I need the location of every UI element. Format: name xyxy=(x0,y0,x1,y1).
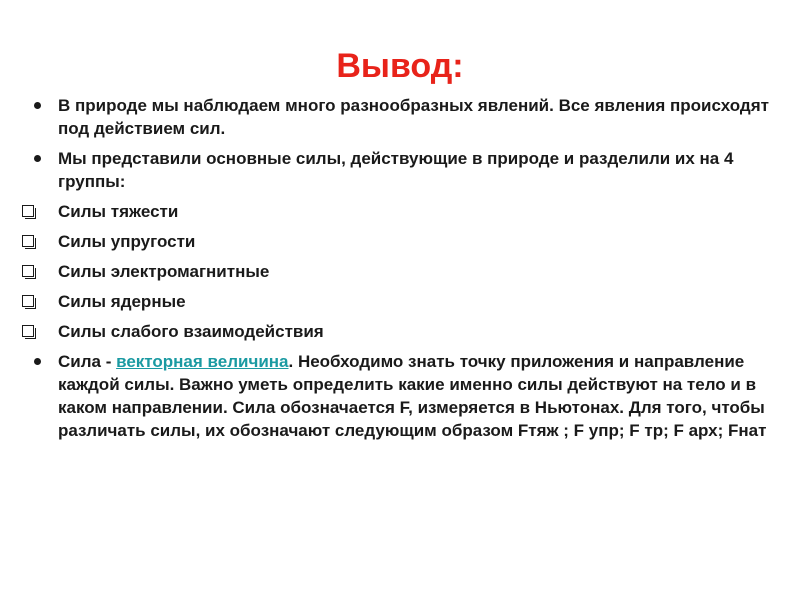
group-item-2 xyxy=(18,230,778,253)
group-item-5 xyxy=(18,320,778,343)
bullet-item-1 xyxy=(18,94,778,140)
group-text-3: Силы электромагнитные xyxy=(58,262,270,281)
bullet-item-final xyxy=(18,350,778,442)
group-text-5: Силы слабого взаимодействия xyxy=(58,322,324,341)
final-prefix: Сила - xyxy=(58,352,117,371)
group-text-4: Силы ядерные xyxy=(58,292,186,311)
bullet-text-1: В природе мы наблюдаем много разнообразных явлений. Все явления происходят под действием сил. xyxy=(58,96,769,138)
group-item-4 xyxy=(18,290,778,313)
slide-content xyxy=(18,94,778,442)
group-text-1: Силы тяжести xyxy=(58,202,179,221)
slide-title: Вывод: xyxy=(336,47,464,85)
bullet-text-2: Мы представили основные силы, действующие в природе и разделили их на 4 группы: xyxy=(58,149,734,191)
group-item-1 xyxy=(18,200,778,223)
bullet-item-2 xyxy=(18,147,778,193)
final-rest: . Необходимо знать точку приложения и направление каждой силы. Важно уметь определить какие именно силы действуют на тело и в каком направлении. Сила обозначается F, измеряется в Ньютонах. Для того, чтобы различать силы, их обозначают следующим образом Fтяж ; F упр; F тр; F арх; Fнат xyxy=(58,352,767,440)
group-text-2: Силы упругости xyxy=(58,232,196,251)
group-item-3 xyxy=(18,260,778,283)
vector-quantity-link[interactable]: векторная величина xyxy=(116,352,289,371)
